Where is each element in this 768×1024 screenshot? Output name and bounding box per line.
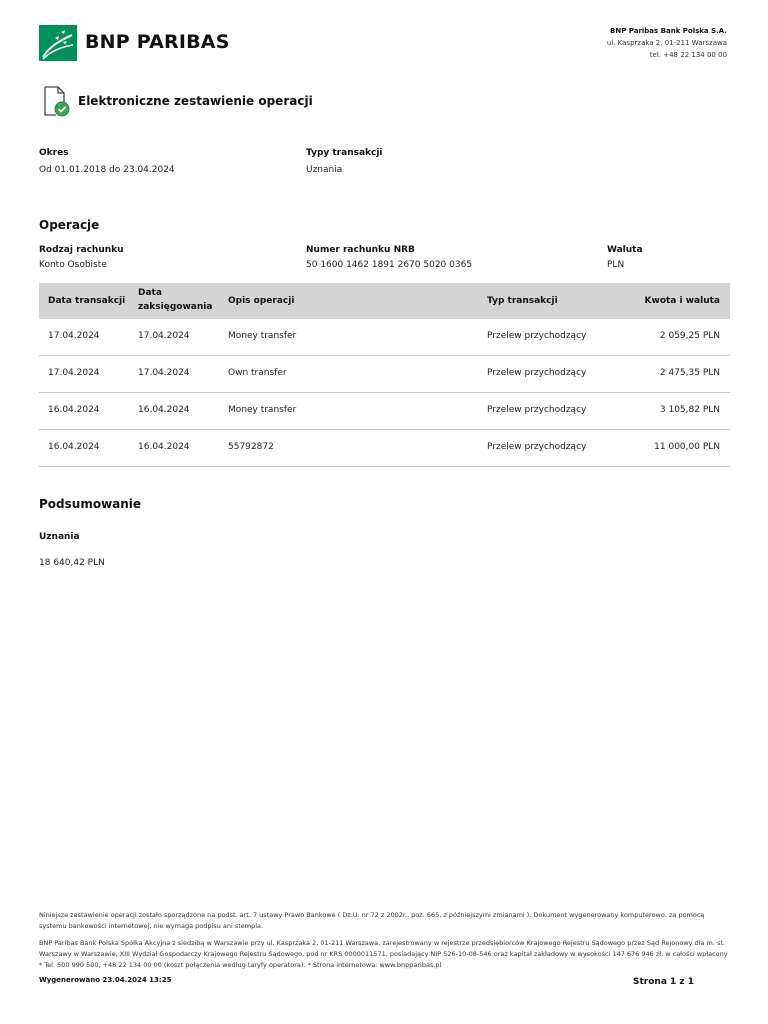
col-header-description: Opis operacji: [228, 296, 295, 306]
table-row: [39, 430, 730, 467]
operations-section-title: Operacje: [39, 218, 100, 232]
account-type-label: Rodzaj rachunku: [39, 245, 124, 255]
bank-address: ul. Kasprzaka 2, 01-211 Warszawa: [606, 39, 727, 47]
cell-type: Przelew przychodzący: [487, 368, 587, 378]
col-header-booking-date: [138, 286, 212, 314]
cell-date: 16.04.2024: [48, 405, 100, 415]
cell-description: Own transfer: [228, 368, 287, 378]
period-label: Okres: [39, 148, 69, 158]
cell-description: 55792872: [228, 442, 274, 452]
currency-value: PLN: [607, 260, 625, 270]
cell-amount: 3 105,82 PLN: [659, 405, 720, 415]
cell-booking-date: 16.04.2024: [138, 442, 190, 452]
col-header-type: Typ transakcji: [487, 296, 558, 306]
cell-booking-date: 17.04.2024: [138, 331, 190, 341]
cell-booking-date: 17.04.2024: [138, 368, 190, 378]
table-row: [39, 319, 730, 356]
currency-label: Waluta: [607, 245, 643, 255]
col-header-date: Data transakcji: [48, 296, 126, 306]
summary-section-title: Podsumowanie: [39, 497, 142, 511]
table-header: [39, 283, 730, 319]
cell-date: 17.04.2024: [48, 331, 100, 341]
cell-amount: 11 000,00 PLN: [654, 442, 720, 452]
cell-amount: 2 475,35 PLN: [659, 368, 720, 378]
table-row: [39, 356, 730, 393]
cell-amount: 2 059,25 PLN: [659, 331, 720, 341]
bnp-logo-icon: [39, 25, 77, 61]
period-value: Od 01.01.2018 do 23.04.2024: [39, 165, 175, 175]
col-header-amount: Kwota i waluta: [644, 296, 720, 306]
bank-name: BNP Paribas Bank Polska S.A.: [610, 27, 727, 35]
nrb-label: Numer rachunku NRB: [306, 245, 415, 255]
document-check-icon: [43, 86, 71, 118]
table-row: [39, 393, 730, 430]
transaction-types-label: Typy transakcji: [306, 148, 383, 158]
logo-text: BNP PARIBAS: [85, 31, 230, 53]
cell-description: Money transfer: [228, 405, 297, 415]
cell-type: Przelew przychodzący: [487, 442, 587, 452]
cell-type: Przelew przychodzący: [487, 331, 587, 341]
page-title: Elektroniczne zestawienie operacji: [78, 94, 313, 108]
col-header-booking-line1: Data: [138, 288, 162, 298]
generated-timestamp: Wygenerowano 23.04.2024 13:25: [39, 976, 172, 984]
bank-info: [607, 25, 727, 61]
summary-credits-label: Uznania: [39, 532, 80, 542]
transactions-table: [39, 283, 730, 467]
cell-date: 17.04.2024: [48, 368, 100, 378]
cell-booking-date: 16.04.2024: [138, 405, 190, 415]
bank-phone: tel. +48 22 134 00 00: [649, 51, 727, 59]
summary-credits-value: 18 640,42 PLN: [39, 558, 105, 568]
cell-type: Przelew przychodzący: [487, 405, 587, 415]
nrb-value: 50 1600 1462 1891 2670 5020 0365: [306, 260, 473, 270]
footer-bank-registration: BNP Paribas Bank Polska Spółka Akcyjna z siedzibą w Warszawie przy ul. Kasprzaka 2, 01-211 Warszawa, zarejestrowany w rejestrze przedsiębiorców Krajowego Rejestru Sądowego przez Sąd Rejonowy dla m. st. Warszawy w Warszawie, XIII Wydział Gospodarczy Krajowego Rejestru Sądowego, pod nr KRS 0000011571, posiadający NIP 526-10-08-546 oraz kapitał zakładowy w wysokości 147 676 946 zł, w całości wpłacony * Tel. 500 990 500, +48 22 134 00 00 (koszt połączenia według taryfy operatora). * Strona internetowa: www.bnpparibas.pl: [39, 939, 728, 969]
col-header-booking-line2: zaksięgowania: [138, 302, 213, 312]
account-type-value: Konto Osobiste: [39, 260, 107, 270]
page-number: Strona 1 z 1: [633, 977, 695, 987]
transaction-types-value: Uznania: [306, 165, 343, 175]
cell-description: Money transfer: [228, 331, 297, 341]
footer-legal-notice: Niniejsze zestawienie operacji zostało sporządzone na podst. art. 7 ustawy Prawo Bankowe ( Dz.U. nr 72 z 2002r., poz. 665, z późniejszymi zmianami ). Dokument wygenerowany komputerowo, za pomocą systemu bankowości internetowej, nie wymaga podpisu ani stempla.: [39, 911, 705, 930]
cell-date: 16.04.2024: [48, 442, 100, 452]
